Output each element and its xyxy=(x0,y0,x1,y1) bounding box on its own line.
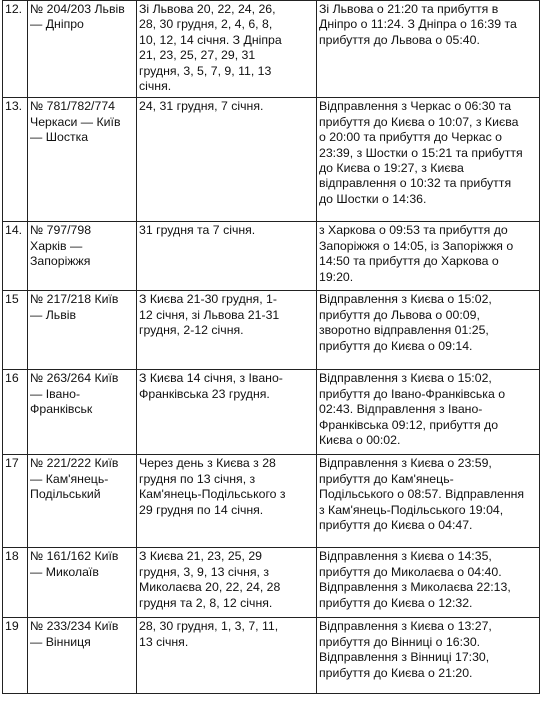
travel-dates: 31 грудня та 7 січня. xyxy=(137,222,317,291)
travel-dates: З Києва 21, 23, 25, 29 грудня, 3, 9, 13 січня, з Миколаєва 20, 22, 24, 28 грудня та 2, 8, 12 січня. xyxy=(137,548,317,618)
row-number: 15 xyxy=(3,291,28,370)
train-route: № 217/218 Київ — Львів xyxy=(28,291,137,370)
train-route: № 161/162 Київ — Миколаїв xyxy=(28,548,137,618)
train-route: № 781/782/774 Черкаси — Київ — Шостка xyxy=(28,98,137,222)
row-number: 12. xyxy=(3,1,28,98)
train-route: № 204/203 Львів — Дніпро xyxy=(28,1,137,98)
table-row xyxy=(3,455,540,548)
row-number: 18 xyxy=(3,548,28,618)
train-schedule-table xyxy=(2,0,540,694)
row-number: 16 xyxy=(3,370,28,455)
travel-dates: З Києва 14 січня, з Івано- Франківська 23 грудня. xyxy=(137,370,317,455)
departure-arrival-times: Відправлення з Києва о 23:59, прибуття до Кам'янець- Подільського о 08:57. Відправлення з Кам'янець-Подільського 19:04, прибуття до Києва о 04:47. xyxy=(317,455,540,548)
departure-arrival-times: Відправлення з Києва о 14:35, прибуття до Миколаєва о 04:40. Відправлення з Миколаєва 22:13, прибуття до Києва о 12:32. xyxy=(317,548,540,618)
table-row xyxy=(3,548,540,618)
table-row xyxy=(3,1,540,98)
row-number: 14. xyxy=(3,222,28,291)
train-route: № 221/222 Київ — Кам'янець- Подільський xyxy=(28,455,137,548)
departure-arrival-times: Зі Львова о 21:20 та прибуття в Дніпро о 11:24. З Дніпра о 16:39 та прибуття до Львова о 05:40. xyxy=(317,1,540,98)
row-number: 19 xyxy=(3,618,28,694)
departure-arrival-times: Відправлення з Черкас о 06:30 та прибуття до Києва о 10:07, з Києва о 20:00 та прибуття до Черкас о 23:39, з Шостки о 15:21 та прибуття до Києва о 19:27, з Києва відправлення о 10:32 та прибуття до Шостки о 14:36. xyxy=(317,98,540,222)
table-row xyxy=(3,98,540,222)
travel-dates: Зі Львова 20, 22, 24, 26, 28, 30 грудня, 2, 4, 6, 8, 10, 12, 14 січня. З Дніпра 21, 23, 25, 27, 29, 31 грудня, 3, 5, 7, 9, 11, 13 січня. xyxy=(137,1,317,98)
train-route: № 797/798 Харків — Запоріжжя xyxy=(28,222,137,291)
schedule-body xyxy=(3,1,540,694)
train-route: № 263/264 Київ — Івано- Франківськ xyxy=(28,370,137,455)
departure-arrival-times: Відправлення з Києва о 15:02, прибуття до Львова о 00:09, зворотно відправлення 01:25, прибуття до Києва о 09:14. xyxy=(317,291,540,370)
row-number: 13. xyxy=(3,98,28,222)
table-row xyxy=(3,291,540,370)
travel-dates: Через день з Києва з 28 грудня по 13 січня, з Кам'янець-Подільського з 29 грудня по 14 січня. xyxy=(137,455,317,548)
row-number: 17 xyxy=(3,455,28,548)
travel-dates: 28, 30 грудня, 1, 3, 7, 11, 13 січня. xyxy=(137,618,317,694)
departure-arrival-times: Відправлення з Києва о 13:27, прибуття до Вінниці о 16:30. Відправлення з Вінниці 17:30, прибуття до Києва о 21:20. xyxy=(317,618,540,694)
travel-dates: З Києва 21-30 грудня, 1- 12 січня, зі Львова 21-31 грудня, 2-12 січня. xyxy=(137,291,317,370)
departure-arrival-times: з Харкова о 09:53 та прибуття до Запоріжжя о 14:05, із Запоріжжя о 14:50 та прибуття до Харкова о 19:20. xyxy=(317,222,540,291)
table-row xyxy=(3,222,540,291)
table-row xyxy=(3,618,540,694)
train-route: № 233/234 Київ — Вінниця xyxy=(28,618,137,694)
table-row xyxy=(3,370,540,455)
departure-arrival-times: Відправлення з Києва о 15:02, прибуття до Івано-Франківська о 02:43. Відправлення з Івано- Франківська 09:12, прибуття до Києва о 00:02. xyxy=(317,370,540,455)
travel-dates: 24, 31 грудня, 7 січня. xyxy=(137,98,317,222)
